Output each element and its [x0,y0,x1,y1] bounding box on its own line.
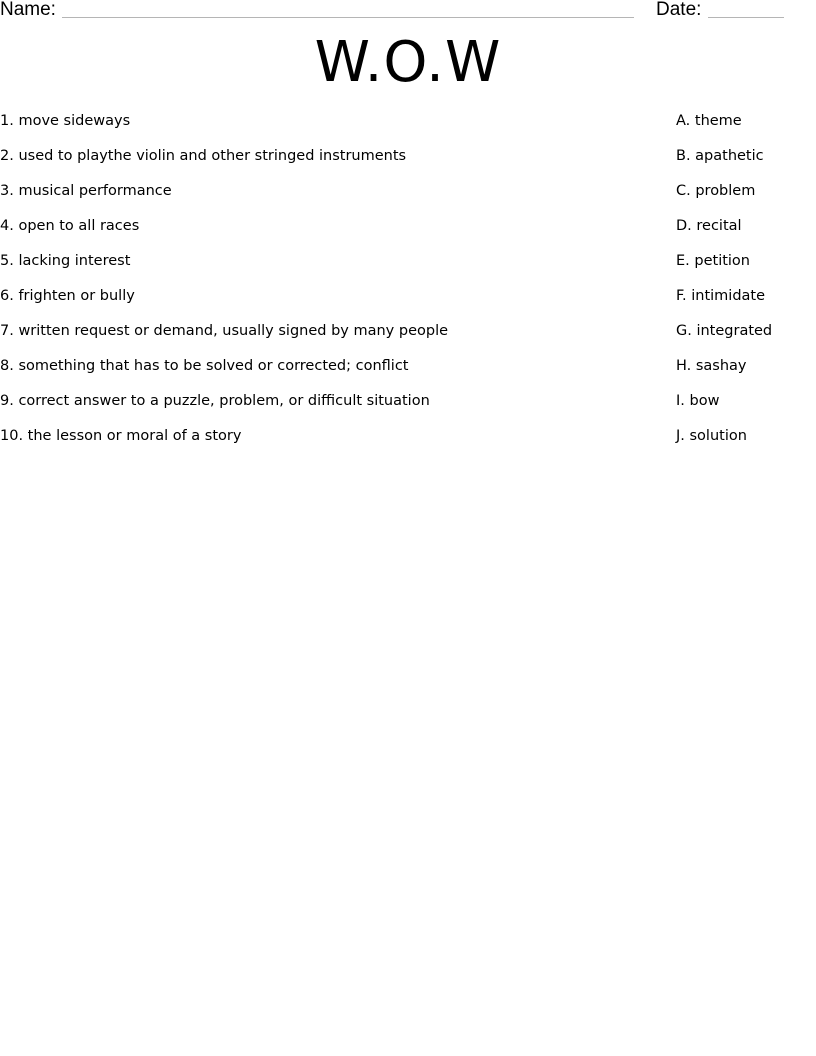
clue-item: 5. lacking interest [0,253,131,269]
worksheet-header [0,0,816,24]
answer-item: E. petition [676,253,750,269]
clue-item: 2. used to playthe violin and other stringed instruments [0,148,407,164]
answer-bank [676,110,816,459]
name-label: Name: [0,0,56,20]
answer-item: B. apathetic [676,148,764,164]
page-title: W.O.W [314,30,502,95]
date-field-line [708,17,784,18]
answer-item: F. intimidate [676,288,766,304]
answer-item: A. theme [676,113,742,129]
clue-item: 9. correct answer to a puzzle, problem, or difficult situation [0,392,430,409]
clue-item: 1. move sideways [0,113,131,129]
answer-item: G. integrated [676,323,773,339]
clue-item: 7. written request or demand, usually signed by many people [0,323,449,339]
clue-item: 3. musical performance [0,183,172,199]
answer-item: H. sashay [676,358,747,374]
name-field-line [62,17,634,18]
clue-item: 4. open to all races [0,218,140,234]
clue-item: 10. the lesson or moral of a story [0,427,242,444]
answer-item: J. solution [676,427,747,444]
clue-list [0,110,650,459]
answer-item: I. bow [676,392,720,409]
answer-item: C. problem [676,183,756,199]
clue-item: 8. something that has to be solved or corrected; conflict [0,358,409,374]
date-label: Date: [656,0,702,20]
answer-item: D. recital [676,218,742,234]
clue-item: 6. frighten or bully [0,288,135,304]
